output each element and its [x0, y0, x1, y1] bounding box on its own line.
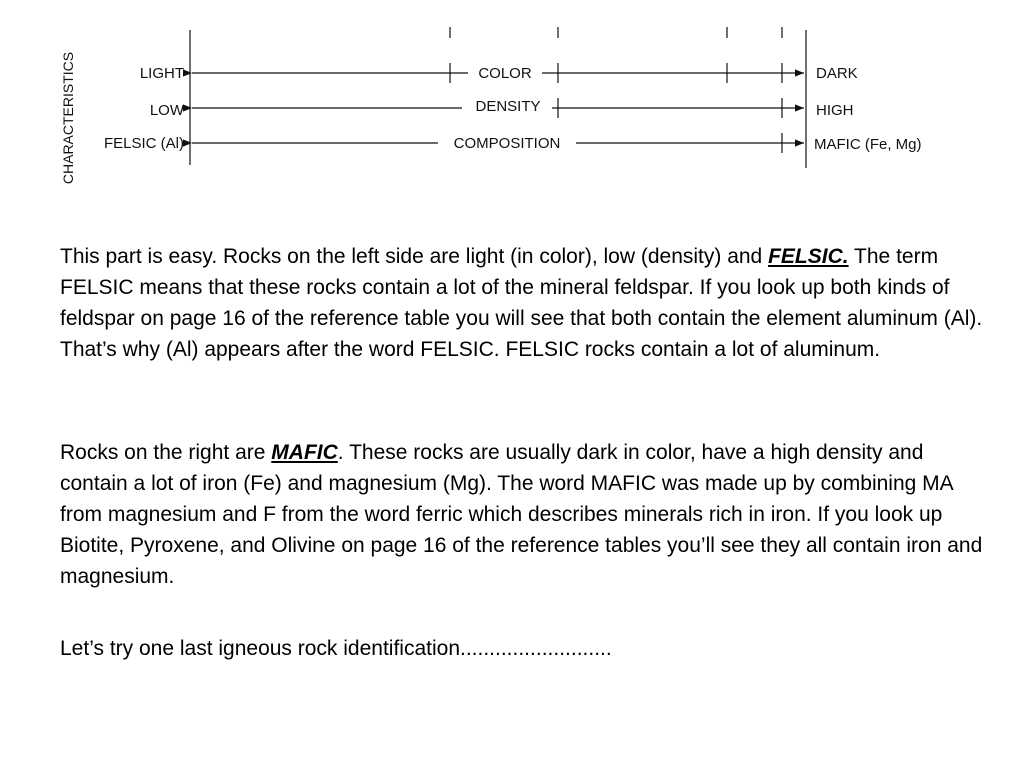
mafic-paragraph-before: Rocks on the right are — [60, 441, 272, 464]
row-composition-left-label: FELSIC (Al) — [103, 135, 184, 152]
mafic-paragraph-after: . These rocks are usually dark in color, have a high density and contain a lot of iron (Fe) and magnesium (Mg). The word MAFIC was made up by combining MA from magnesium and F from the word ferric which describes minerals rich in iron. If you look up Biotite, Pyroxene, and Olivine on page 16 of the reference tables you’ll see they all contain iron and magnesium. — [60, 441, 983, 588]
row-density-center-label: DENSITY — [475, 98, 541, 115]
row-composition-right-label: MAFIC (Fe, Mg) — [814, 136, 922, 153]
felsic-paragraph — [60, 241, 990, 365]
row-color-right-label: DARK — [816, 65, 858, 82]
felsic-term: FELSIC. — [768, 245, 849, 268]
row-composition-center-label: COMPOSITION — [453, 135, 561, 152]
mafic-term: MAFIC — [271, 441, 338, 464]
closing-paragraph — [60, 633, 990, 664]
row-color-left-label: LIGHT — [139, 65, 184, 82]
characteristics-diagram — [0, 0, 1024, 210]
row-density-left-label: LOW — [149, 102, 184, 119]
row-color-center-label: COLOR — [478, 65, 532, 82]
row-density-right-label: HIGH — [816, 102, 854, 119]
axis-title: CHARACTERISTICS — [60, 51, 76, 185]
closing-text: Let’s try one last igneous rock identification.......................... — [60, 637, 612, 660]
felsic-paragraph-after: The term FELSIC means that these rocks contain a lot of the mineral feldspar. If you look up both kinds of feldspar on page 16 of the reference table you will see that both contain the element aluminum (Al). That’s why (Al) appears after the word FELSIC. FELSIC rocks contain a lot of aluminum. — [60, 245, 983, 361]
felsic-paragraph-before: This part is easy. Rocks on the left side are light (in color), low (density) and — [60, 245, 769, 268]
mafic-paragraph — [60, 437, 990, 592]
